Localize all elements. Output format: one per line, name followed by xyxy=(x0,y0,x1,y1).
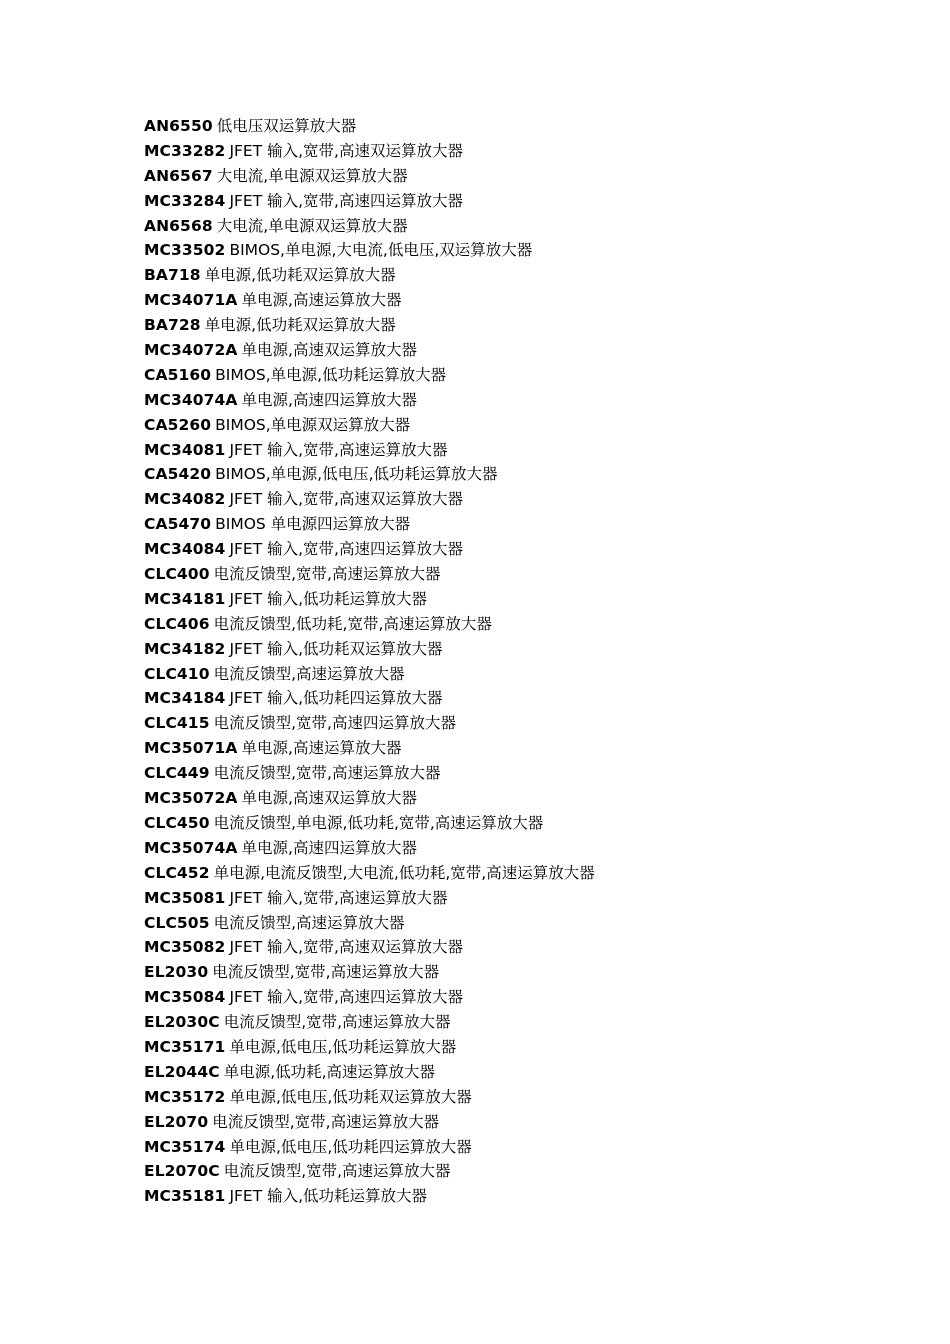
list-item xyxy=(144,1159,595,1184)
part-number: MC34182 xyxy=(144,639,226,658)
list-item xyxy=(144,662,595,687)
part-description: JFET 输入,低功耗运算放大器 xyxy=(229,589,428,608)
list-item xyxy=(144,1035,595,1060)
part-number: EL2030C xyxy=(144,1013,220,1032)
part-number: MC34071A xyxy=(144,291,238,310)
part-number: CLC449 xyxy=(144,764,210,783)
part-number: MC35081 xyxy=(144,888,226,907)
list-item xyxy=(144,363,595,388)
part-number: CA5260 xyxy=(144,415,212,434)
list-item xyxy=(144,637,595,662)
list-item xyxy=(144,288,595,313)
list-item xyxy=(144,512,595,537)
part-number: MC33282 xyxy=(144,141,226,160)
part-description: BIMOS,单电源,低电压,低功耗运算放大器 xyxy=(215,465,498,484)
list-item xyxy=(144,487,595,512)
part-number: CA5420 xyxy=(144,465,212,484)
part-number: CLC415 xyxy=(144,714,210,733)
part-number: CLC505 xyxy=(144,913,210,932)
list-item xyxy=(144,711,595,736)
part-number: CA5470 xyxy=(144,515,212,534)
list-item xyxy=(144,960,595,985)
part-description: JFET 输入,宽带,高速运算放大器 xyxy=(229,440,448,459)
part-description: 单电源,电流反馈型,大电流,低功耗,宽带,高速运算放大器 xyxy=(213,863,595,882)
part-description: 电流反馈型,低功耗,宽带,高速运算放大器 xyxy=(213,614,492,633)
part-description: 电流反馈型,宽带,高速四运算放大器 xyxy=(213,714,456,733)
part-description: JFET 输入,低功耗四运算放大器 xyxy=(229,689,443,708)
list-item xyxy=(144,935,595,960)
part-number: CA5160 xyxy=(144,365,212,384)
part-description: 低电压双运算放大器 xyxy=(216,117,357,135)
part-description: BIMOS,单电源双运算放大器 xyxy=(215,415,411,434)
part-number: MC34074A xyxy=(144,390,238,409)
part-number: MC34082 xyxy=(144,490,226,509)
part-number: AN6550 xyxy=(144,117,213,135)
part-description: JFET 输入,宽带,高速四运算放大器 xyxy=(229,540,463,559)
list-item xyxy=(144,214,595,239)
part-number: EL2030 xyxy=(144,963,209,982)
part-description: 单电源,低电压,低功耗四运算放大器 xyxy=(229,1137,472,1156)
part-description: 单电源,高速双运算放大器 xyxy=(241,789,417,808)
part-description: 单电源,低电压,低功耗运算放大器 xyxy=(229,1037,457,1056)
part-number: MC33284 xyxy=(144,191,226,210)
list-item xyxy=(144,911,595,936)
list-item xyxy=(144,886,595,911)
part-number: MC34181 xyxy=(144,589,226,608)
part-description: JFET 输入,宽带,高速双运算放大器 xyxy=(229,938,463,957)
list-item xyxy=(144,562,595,587)
part-number: MC35072A xyxy=(144,789,238,808)
part-number: MC34072A xyxy=(144,341,238,360)
list-item xyxy=(144,836,595,861)
part-description: JFET 输入,宽带,高速双运算放大器 xyxy=(229,141,463,160)
part-list xyxy=(144,114,595,1209)
list-item xyxy=(144,313,595,338)
part-description: 大电流,单电源双运算放大器 xyxy=(216,216,408,235)
part-description: BIMOS,单电源,大电流,低电压,双运算放大器 xyxy=(229,241,533,260)
part-number: CLC452 xyxy=(144,863,210,882)
part-description: 电流反馈型,宽带,高速运算放大器 xyxy=(213,565,441,584)
list-item xyxy=(144,438,595,463)
list-item xyxy=(144,1085,595,1110)
part-number: AN6567 xyxy=(144,166,213,185)
part-description: JFET 输入,低功耗运算放大器 xyxy=(229,1187,428,1206)
part-number: MC35074A xyxy=(144,838,238,857)
part-description: 单电源,高速运算放大器 xyxy=(241,291,402,310)
list-item xyxy=(144,338,595,363)
part-description: 大电流,单电源双运算放大器 xyxy=(216,166,408,185)
part-number: AN6568 xyxy=(144,216,213,235)
part-description: 单电源,高速四运算放大器 xyxy=(241,390,417,409)
part-description: 单电源,高速运算放大器 xyxy=(241,739,402,758)
list-item xyxy=(144,537,595,562)
part-description: 电流反馈型,高速运算放大器 xyxy=(213,664,405,683)
list-item xyxy=(144,761,595,786)
list-item xyxy=(144,1135,595,1160)
list-item xyxy=(144,413,595,438)
part-number: MC35171 xyxy=(144,1037,226,1056)
part-description: 单电源,低功耗双运算放大器 xyxy=(204,316,396,335)
part-number: EL2044C xyxy=(144,1062,220,1081)
part-number: CLC410 xyxy=(144,664,210,683)
part-description: 单电源,高速双运算放大器 xyxy=(241,341,417,360)
list-item xyxy=(144,164,595,189)
list-item xyxy=(144,189,595,214)
part-description: 电流反馈型,宽带,高速运算放大器 xyxy=(212,1112,440,1131)
part-number: MC35084 xyxy=(144,988,226,1007)
part-description: BIMOS,单电源,低功耗运算放大器 xyxy=(215,365,447,384)
list-item xyxy=(144,388,595,413)
part-description: 电流反馈型,宽带,高速运算放大器 xyxy=(223,1013,451,1032)
list-item xyxy=(144,985,595,1010)
part-number: MC35172 xyxy=(144,1087,226,1106)
part-description: JFET 输入,低功耗双运算放大器 xyxy=(229,639,443,658)
part-number: MC35082 xyxy=(144,938,226,957)
part-description: 单电源,低功耗,高速运算放大器 xyxy=(223,1062,436,1081)
list-item xyxy=(144,786,595,811)
part-description: JFET 输入,宽带,高速四运算放大器 xyxy=(229,191,463,210)
part-number: MC33502 xyxy=(144,241,226,260)
part-description: 电流反馈型,高速运算放大器 xyxy=(213,913,405,932)
part-number: MC35174 xyxy=(144,1137,226,1156)
part-number: CLC400 xyxy=(144,565,210,584)
part-description: 电流反馈型,宽带,高速运算放大器 xyxy=(223,1162,451,1181)
list-item xyxy=(144,462,595,487)
part-number: BA718 xyxy=(144,266,201,285)
part-description: 电流反馈型,单电源,低功耗,宽带,高速运算放大器 xyxy=(213,813,544,832)
list-item xyxy=(144,114,595,139)
part-number: BA728 xyxy=(144,316,201,335)
list-item xyxy=(144,139,595,164)
part-number: MC35071A xyxy=(144,739,238,758)
part-number: MC34084 xyxy=(144,540,226,559)
part-number: EL2070 xyxy=(144,1112,209,1131)
list-item xyxy=(144,612,595,637)
part-number: MC35181 xyxy=(144,1187,226,1206)
part-description: 单电源,低电压,低功耗双运算放大器 xyxy=(229,1087,472,1106)
part-description: 电流反馈型,宽带,高速运算放大器 xyxy=(213,764,441,783)
part-description: 单电源,高速四运算放大器 xyxy=(241,838,417,857)
list-item xyxy=(144,686,595,711)
list-item xyxy=(144,1184,595,1209)
list-item xyxy=(144,263,595,288)
list-item xyxy=(144,736,595,761)
part-number: CLC450 xyxy=(144,813,210,832)
part-number: MC34081 xyxy=(144,440,226,459)
list-item xyxy=(144,1110,595,1135)
list-item xyxy=(144,811,595,836)
part-description: JFET 输入,宽带,高速运算放大器 xyxy=(229,888,448,907)
list-item xyxy=(144,587,595,612)
part-number: EL2070C xyxy=(144,1162,220,1181)
list-item xyxy=(144,1060,595,1085)
list-item xyxy=(144,1010,595,1035)
part-description: 单电源,低功耗双运算放大器 xyxy=(204,266,396,285)
list-item xyxy=(144,238,595,263)
part-description: BIMOS 单电源四运算放大器 xyxy=(215,515,411,534)
part-number: CLC406 xyxy=(144,614,210,633)
part-description: JFET 输入,宽带,高速双运算放大器 xyxy=(229,490,463,509)
part-description: 电流反馈型,宽带,高速运算放大器 xyxy=(212,963,440,982)
part-number: MC34184 xyxy=(144,689,226,708)
part-description: JFET 输入,宽带,高速四运算放大器 xyxy=(229,988,463,1007)
list-item xyxy=(144,861,595,886)
